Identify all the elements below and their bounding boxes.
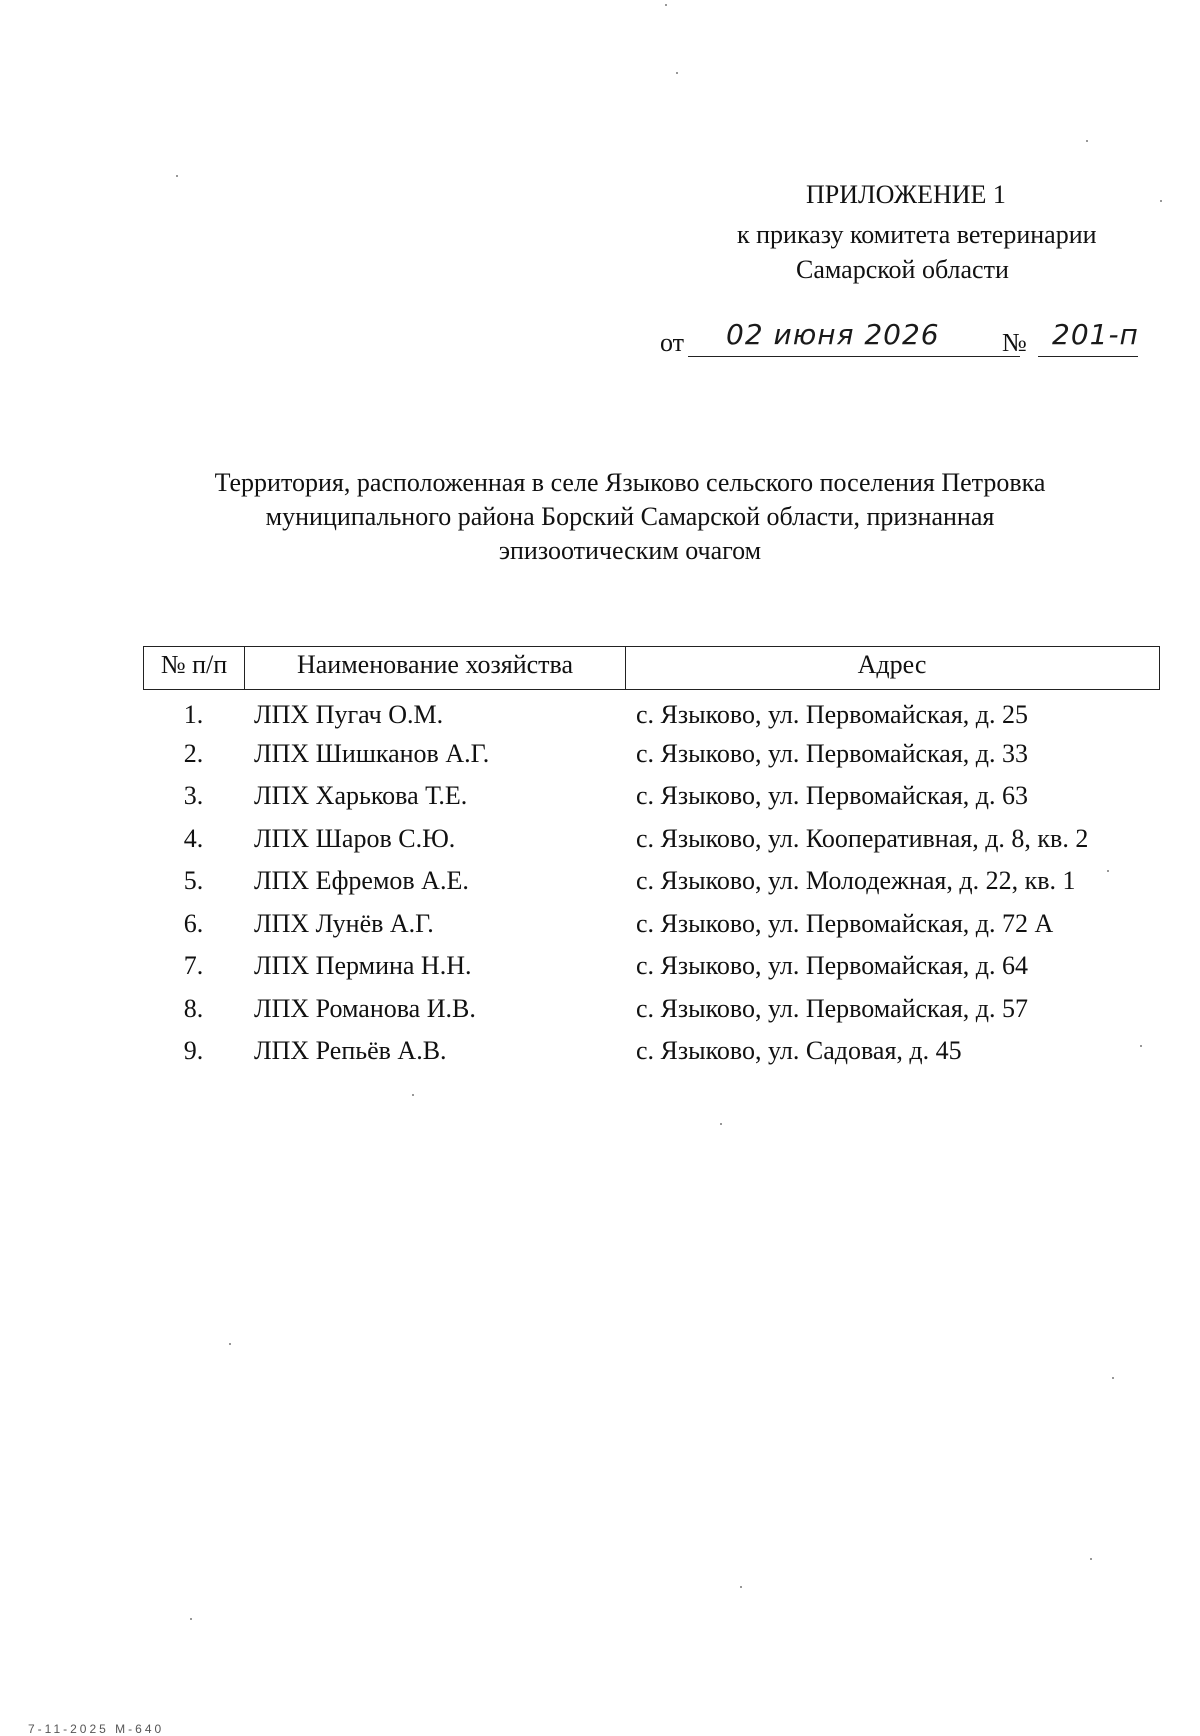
scan-speck: [412, 1094, 414, 1096]
order-from-label: от: [660, 328, 685, 357]
row-household-name: ЛПХ Пугач О.М.: [254, 700, 444, 729]
document-title: [160, 466, 1100, 568]
scan-speck: [190, 1618, 192, 1620]
table-row: [143, 988, 1160, 1031]
row-household-name: ЛПХ Шишканов А.Г.: [254, 738, 490, 768]
row-household-name: ЛПХ Шаров С.Ю.: [254, 823, 456, 853]
table-row: [143, 733, 1160, 776]
row-household-name: ЛПХ Репьёв А.В.: [254, 1036, 447, 1065]
appendix-region: Самарской области: [796, 255, 1009, 284]
scan-speck: [1160, 200, 1162, 202]
scan-speck: [229, 1343, 231, 1345]
table-body: [143, 690, 1160, 1073]
row-number: 9.: [183, 1036, 204, 1065]
order-date-number-line: [660, 318, 1160, 368]
row-address: с. Языково, ул. Молодежная, д. 22, кв. 1: [636, 866, 1076, 895]
row-address: с. Языково, ул. Первомайская, д. 33: [636, 738, 1029, 768]
appendix-title: ПРИЛОЖЕНИЕ 1: [806, 180, 1006, 209]
number-underline: [1038, 356, 1138, 357]
title-line: муниципального района Борский Самарской области, признанная: [265, 502, 995, 531]
title-line: Территория, расположенная в селе Языково сельского поселения Петровка: [214, 468, 1046, 497]
row-household-name: ЛПХ Лунёв А.Г.: [254, 908, 434, 938]
table-row: [143, 690, 1160, 733]
scan-speck: [1086, 140, 1088, 142]
row-household-name: ЛПХ Харькова Т.Е.: [254, 781, 468, 810]
row-address: с. Языково, ул. Садовая, д. 45: [636, 1036, 962, 1065]
row-address: с. Языково, ул. Первомайская, д. 25: [636, 700, 1029, 729]
row-household-name: ЛПХ Ефремов А.Е.: [254, 866, 469, 895]
title-line: эпизоотическим очагом: [498, 536, 762, 565]
scan-speck: [1112, 1377, 1114, 1379]
row-address: с. Языково, ул. Первомайская, д. 72 А: [636, 908, 1054, 938]
table-row: [143, 903, 1160, 946]
table-row: [143, 818, 1160, 861]
row-address: с. Языково, ул. Первомайская, д. 57: [636, 993, 1029, 1023]
row-number: 4.: [183, 823, 204, 853]
appendix-reference: к приказу комитета ветеринарии: [737, 220, 1097, 249]
row-number: 1.: [183, 700, 204, 729]
row-number: 3.: [183, 781, 204, 810]
row-address: с. Языково, ул. Первомайская, д. 64: [636, 951, 1029, 980]
table-row: [143, 945, 1160, 988]
order-number-handwritten: 201-п: [1052, 318, 1139, 351]
scan-speck: [676, 72, 678, 74]
table-header: [143, 646, 1160, 690]
row-number: 5.: [183, 866, 204, 895]
row-address: с. Языково, ул. Первомайская, д. 63: [636, 781, 1029, 810]
households-table: [143, 646, 1160, 1073]
date-underline: [688, 356, 1020, 357]
row-household-name: ЛПХ Романова И.В.: [254, 993, 476, 1023]
header-number: № п/п: [144, 647, 245, 689]
header-household-name: Наименование хозяйства: [245, 647, 626, 689]
order-number-label: №: [1002, 328, 1027, 357]
row-number: 6.: [183, 908, 204, 938]
footer-registration-mark: 7-11-2025 М-640: [28, 1722, 165, 1736]
row-number: 8.: [183, 993, 204, 1023]
scan-speck: [740, 1586, 742, 1588]
row-number: 2.: [183, 738, 204, 768]
table-row: [143, 1030, 1160, 1073]
row-household-name: ЛПХ Пермина Н.Н.: [254, 951, 472, 980]
scan-speck: [1107, 870, 1109, 872]
header-address: Адрес: [857, 650, 927, 679]
scan-speck: [720, 1123, 722, 1125]
scan-speck: [1090, 1558, 1092, 1560]
row-address: с. Языково, ул. Кооперативная, д. 8, кв. 2: [636, 823, 1089, 853]
scan-speck: [665, 4, 667, 6]
row-number: 7.: [183, 951, 204, 980]
scan-speck: [176, 175, 178, 177]
table-row: [143, 860, 1160, 903]
table-row: [143, 775, 1160, 818]
scan-speck: [1140, 1045, 1142, 1047]
order-date-handwritten: 02 июня 2026: [726, 318, 940, 351]
